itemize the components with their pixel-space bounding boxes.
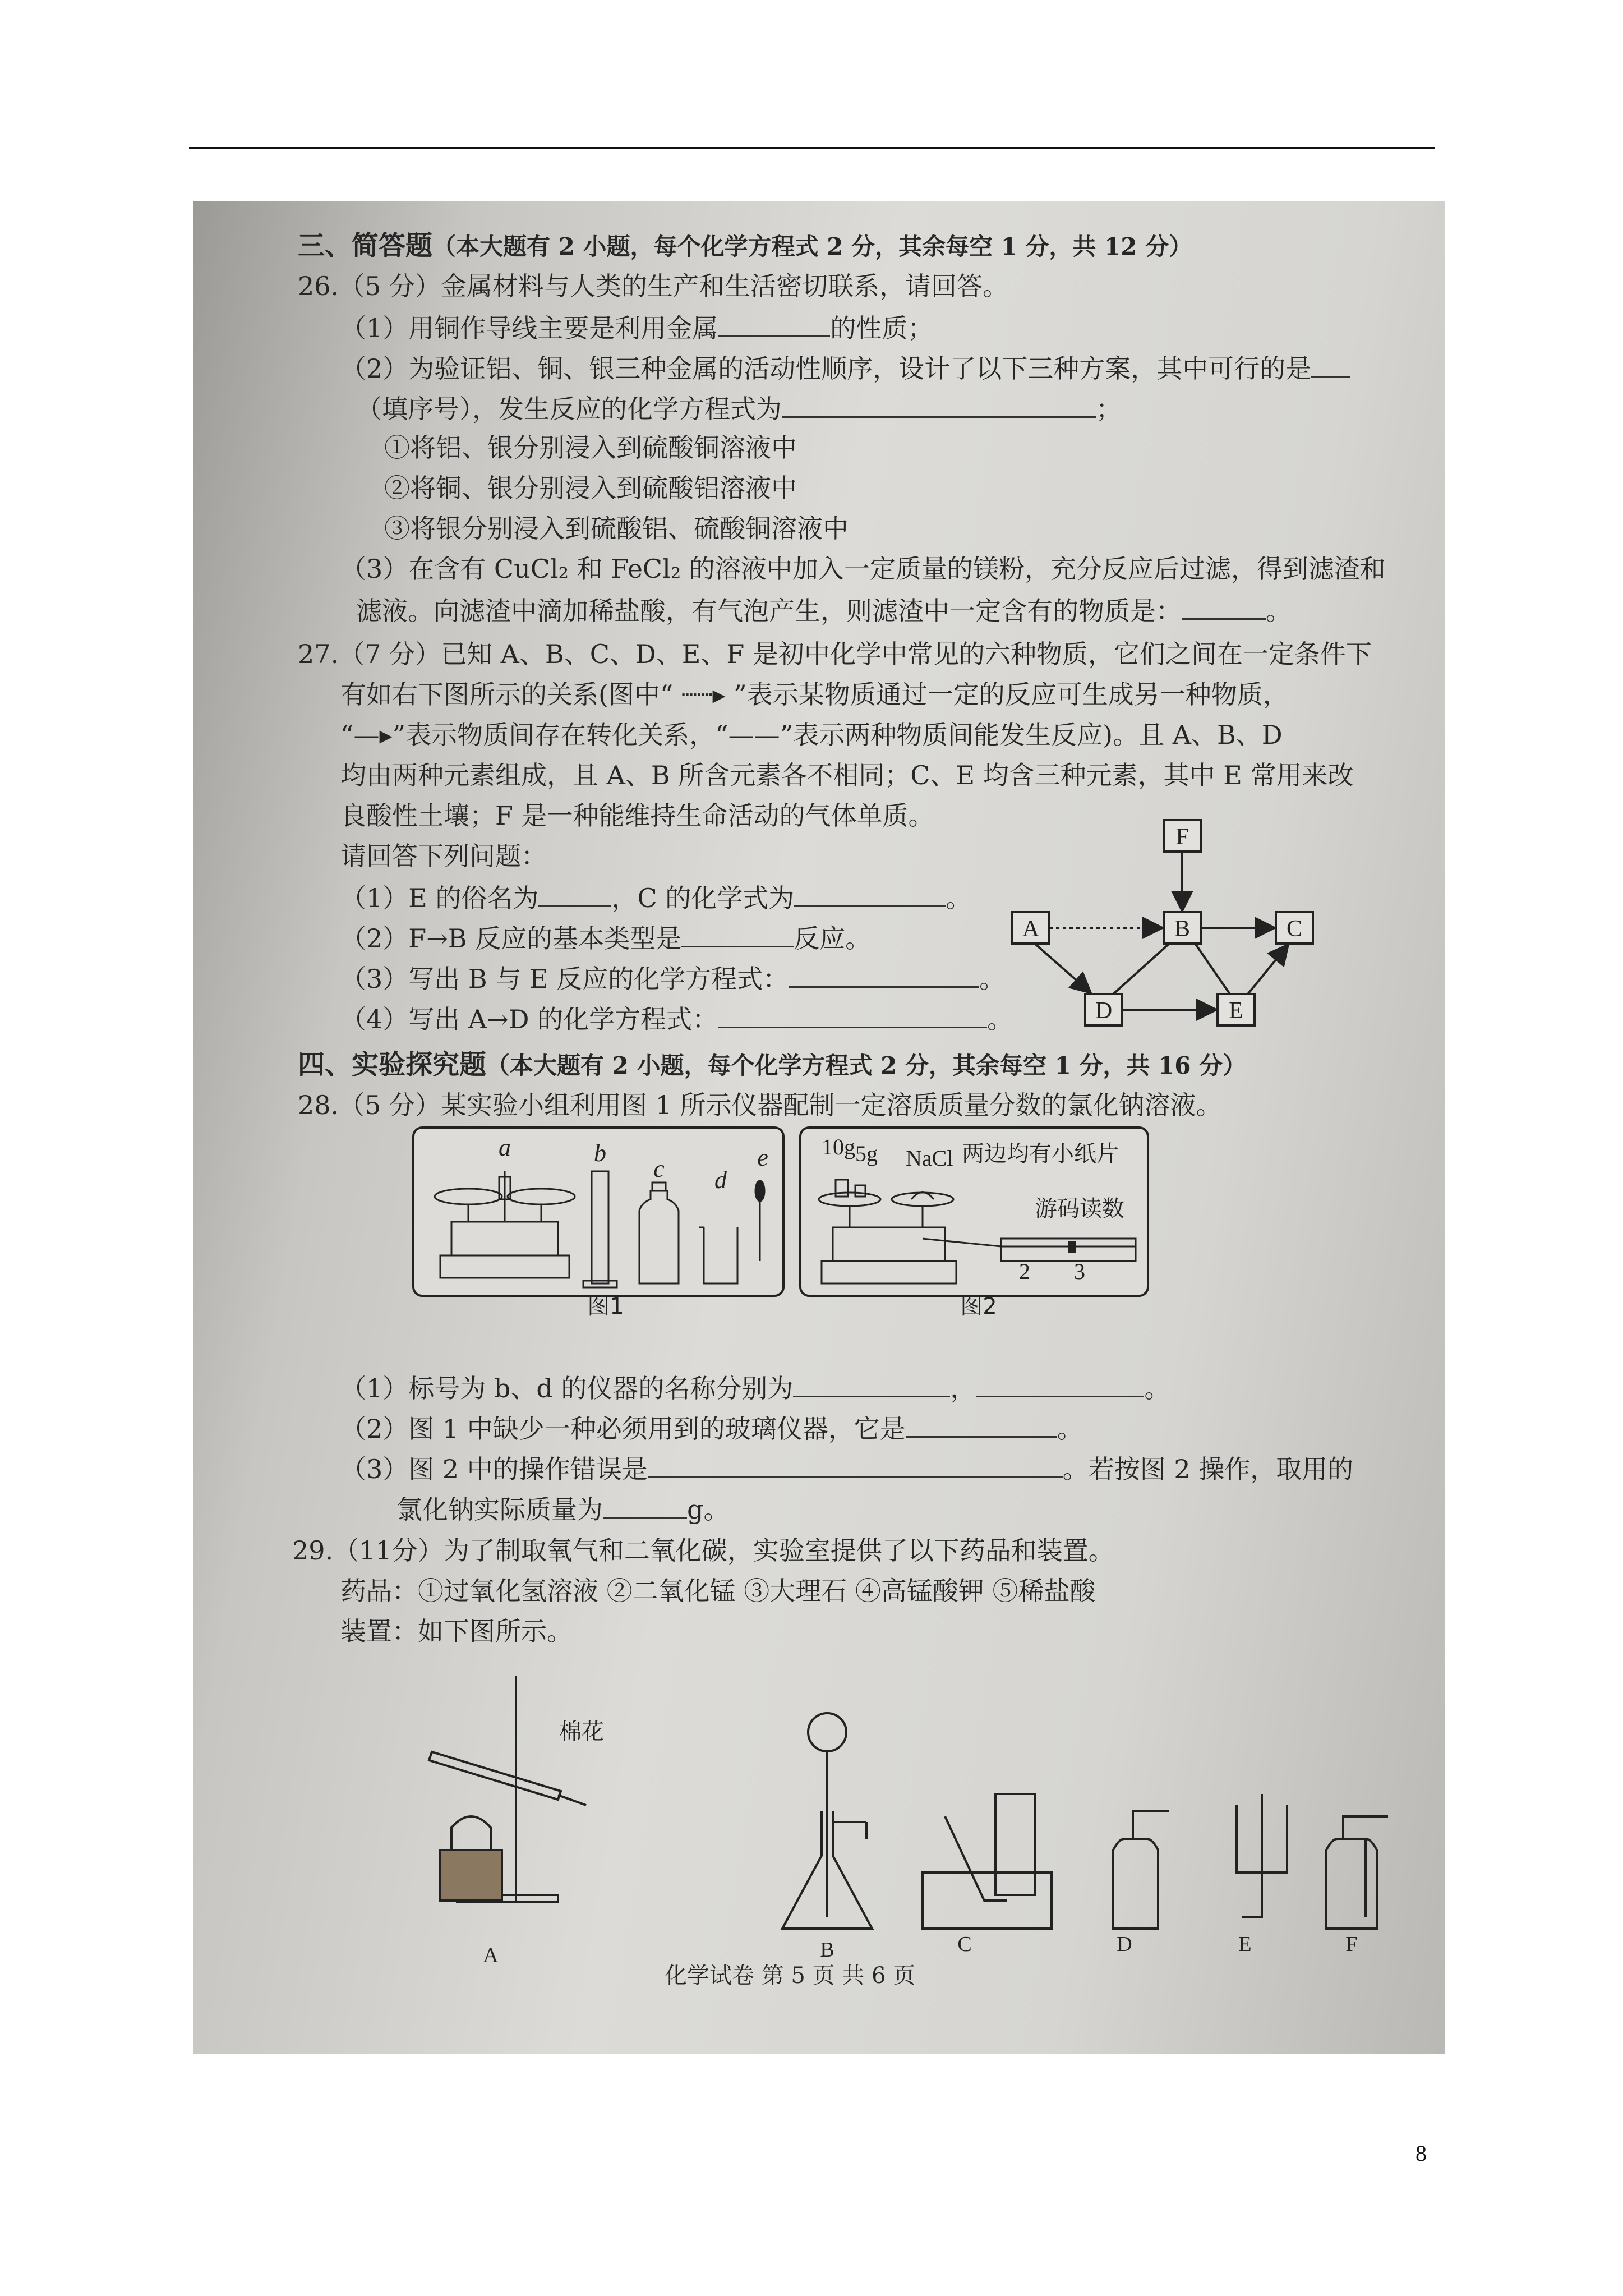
q26-option3: ③将银分别浸入到硫酸铝、硫酸铜溶液中: [384, 513, 849, 544]
q28-blank4[interactable]: [648, 1452, 1063, 1478]
line-D-B: [1113, 944, 1169, 994]
fig2-tick-2: 2: [1019, 1259, 1030, 1284]
label-A: A: [1022, 916, 1040, 942]
q27-sub3: [340, 961, 1005, 995]
top-rule: [189, 147, 1435, 149]
label-D: D: [1095, 998, 1113, 1024]
q27-sub3-text: （3）写出 B 与 E 反应的化学方程式：: [340, 964, 789, 994]
line-B-E: [1195, 944, 1230, 994]
q27-sub4-text: （4）写出 A→D 的化学方程式：: [340, 1004, 718, 1034]
label-C: C: [1286, 916, 1303, 942]
q28-figure1: [412, 1126, 794, 1317]
q27-blank1[interactable]: [538, 881, 611, 907]
q28-sub2-tail: 。: [1057, 1414, 1083, 1444]
fig1-label-e: e: [757, 1144, 768, 1171]
q28-sub3-line2: [396, 1492, 729, 1525]
page-number: 8: [1415, 2141, 1427, 2166]
fig1-label-b: b: [594, 1139, 606, 1167]
fig2-tick-3: 3: [1074, 1259, 1085, 1284]
section3-heading: [298, 230, 1192, 263]
q26-part1-text: （1）用铜作导线主要是利用金属: [340, 313, 718, 343]
q28-stem: 28.（5 分）某实验小组利用图 1 所示仪器配制一定溶质质量分数的氯化钠溶液。: [298, 1090, 1222, 1120]
q29-drugs: 药品：①过氧化氢溶液 ②二氧化锰 ③大理石 ④高锰酸钾 ⑤稀盐酸: [340, 1576, 1096, 1606]
q28-sub3-text3: 氯化钠实际质量为: [396, 1494, 603, 1525]
arrow-E-C: [1248, 945, 1288, 994]
q26-option2: ②将铜、银分别浸入到硫酸铝溶液中: [384, 473, 797, 503]
q28-sub3-tail: g。: [687, 1494, 730, 1525]
q27-line4: 均由两种元素组成，且 A、B 所含元素各不相同；C、E 均含三种元素，其中 E 常用来改: [340, 760, 1354, 790]
q29-apparatus-figure: [379, 1671, 1444, 1985]
q27-sub2-text: （2）F→B 反应的基本类型是: [340, 923, 682, 954]
q28-figure2: [799, 1126, 1158, 1317]
fig1-caption: 图1: [587, 1294, 624, 1317]
q29-devices: 装置：如下图所示。: [340, 1616, 573, 1646]
q27-sub2: [340, 921, 871, 954]
q27-line5: 良酸性土壤；F 是一种能维持生命活动的气体单质。: [340, 800, 934, 831]
q27-line1: 27.（7 分）已知 A、B、C、D、E、F 是初中化学中常见的六种物质，它们之间在一定条件下: [298, 639, 1372, 669]
fig2-weight-10g: 10g: [822, 1134, 855, 1159]
q26-part3-line2: [356, 593, 1292, 627]
q29-stem: 29.（11分）为了制取氧气和二氧化碳，实验室提供了以下药品和装置。: [292, 1535, 1114, 1566]
q26-part2: [340, 351, 1350, 384]
fig1-label-d: d: [714, 1166, 727, 1194]
apparatus-label-D: D: [1117, 1932, 1132, 1956]
q26-part2-text: （2）为验证铝、铜、银三种金属的活动性顺序，设计了以下三种方案，其中可行的是: [340, 353, 1312, 384]
apparatus-B-funnel: [808, 1713, 846, 1751]
q27-sub1-tail: 。: [946, 883, 972, 913]
section4-note: （本大题有 2 小题，每个化学方程式 2 分，其余每空 1 分，共 16 分）: [486, 1052, 1247, 1079]
q26-part2-line2: [356, 392, 1122, 425]
section3-title: 三、简答题: [298, 230, 433, 261]
q26-stem: 26.（5 分）金属材料与人类的生产和生活密切联系，请回答。: [298, 271, 1009, 301]
exam-page-photo: [193, 201, 1445, 2054]
q28-blank1[interactable]: [793, 1371, 950, 1397]
cotton-label: 棉花: [559, 1719, 604, 1745]
q26-part3-tail: 。: [1266, 596, 1292, 626]
apparatus-C-bottle: [995, 1794, 1035, 1895]
q26-option1: ①将铝、银分别浸入到硫酸铜溶液中: [384, 432, 797, 463]
apparatus-label-F: F: [1345, 1932, 1358, 1956]
q27-blank4[interactable]: [789, 961, 979, 988]
section4-title: 四、实验探究题: [298, 1049, 487, 1080]
apparatus-C-tube: [945, 1816, 1007, 1901]
q26-blank4[interactable]: [1182, 593, 1266, 620]
q28-sub2-text: （2）图 1 中缺少一种必须用到的玻璃仪器，它是: [340, 1414, 906, 1444]
q27-sub3-tail: 。: [979, 964, 1006, 994]
apparatus-D-bottle: [1113, 1839, 1158, 1929]
q26-part2-tail: ；: [1096, 394, 1122, 424]
label-F: F: [1175, 824, 1189, 850]
q27-sub4-tail: 。: [987, 1004, 1013, 1034]
q27-line6: 请回答下列问题：: [340, 841, 547, 871]
q28-blank2[interactable]: [976, 1371, 1144, 1397]
q28-sub1-sep: ，: [950, 1373, 976, 1404]
fig1-label-c: c: [653, 1155, 665, 1182]
apparatus-A-block: [440, 1850, 502, 1901]
q27-sub1: [340, 881, 971, 914]
q27-sub4: [340, 1002, 1013, 1035]
q28-sub2: [340, 1411, 1083, 1444]
fig2-rider-reading: 游码读数: [1035, 1196, 1124, 1221]
apparatus-F-bottle: [1326, 1839, 1377, 1929]
q26-blank3[interactable]: [782, 392, 1096, 418]
q27-line2: 有如右下图所示的关系(图中“ ┈┈▸ ”表示某物质通过一定的反应可生成另一种物质，: [340, 679, 1289, 710]
q28-blank3[interactable]: [906, 1411, 1057, 1438]
fig2-weight-5g: 5g: [855, 1141, 878, 1166]
q26-blank1[interactable]: [718, 311, 830, 337]
exam-footer: 化学试卷 第 5 页 共 6 页: [665, 1963, 916, 1989]
apparatus-label-A: A: [483, 1944, 499, 1967]
fig1-label-a: a: [499, 1134, 511, 1161]
q28-sub3-text2: 。若按图 2 操作，取用的: [1062, 1454, 1354, 1484]
q28-sub3-text: （3）图 2 中的操作错误是: [340, 1454, 648, 1484]
section3-note: （本大题有 2 小题，每个化学方程式 2 分，其余每空 1 分，共 12 分）: [432, 233, 1193, 260]
q27-blank5[interactable]: [718, 1002, 987, 1028]
q26-part1: [340, 311, 933, 344]
q27-blank3[interactable]: [681, 921, 794, 947]
q26-part3: （3）在含有 CuCl₂ 和 FeCl₂ 的溶液中加入一定质量的镁粉，充分反应后过滤，得到滤渣和: [340, 554, 1386, 584]
q28-sub3: [340, 1452, 1353, 1485]
q26-part1-tail: 的性质；: [830, 313, 934, 343]
fig2-paper-note: 两边均有小纸片: [962, 1141, 1119, 1166]
label-E: E: [1229, 998, 1243, 1024]
apparatus-label-C: C: [957, 1932, 972, 1956]
apparatus-A-lamp: [451, 1816, 491, 1850]
section4-heading: [298, 1049, 1246, 1082]
fig2-caption: 图2: [960, 1294, 997, 1317]
label-B: B: [1174, 916, 1191, 942]
q26-part2-text2: （填序号），发生反应的化学方程式为: [356, 394, 782, 424]
fig2-nacl: NaCl: [906, 1145, 953, 1171]
q27-sub1-text: （1）E 的俗名为: [340, 883, 539, 913]
q26-blank2[interactable]: [1311, 351, 1350, 378]
q27-blank2[interactable]: [794, 881, 946, 907]
q28-blank5[interactable]: [603, 1492, 687, 1519]
q28-sub1-text: （1）标号为 b、d 的仪器的名称分别为: [340, 1373, 794, 1404]
q27-line3: “—▸”表示物质间存在转化关系，“——”表示两种物质间能发生反应)。且 A、B、D: [340, 720, 1283, 750]
apparatus-label-E: E: [1238, 1932, 1252, 1956]
apparatus-A-tube: [429, 1752, 561, 1800]
q27-sub2-tail: 反应。: [794, 923, 872, 954]
q26-part3-text2: 滤液。向滤渣中滴加稀盐酸，有气泡产生，则滤渣中一定含有的物质是：: [356, 596, 1182, 626]
q27-sub1-text2: ，C 的化学式为: [611, 883, 795, 913]
apparatus-label-B: B: [820, 1938, 834, 1962]
q27-relation-diagram: [1001, 818, 1349, 1053]
q28-sub1-tail: 。: [1144, 1373, 1170, 1404]
arrow-A-D: [1035, 944, 1091, 993]
q28-sub1: [340, 1371, 1170, 1404]
